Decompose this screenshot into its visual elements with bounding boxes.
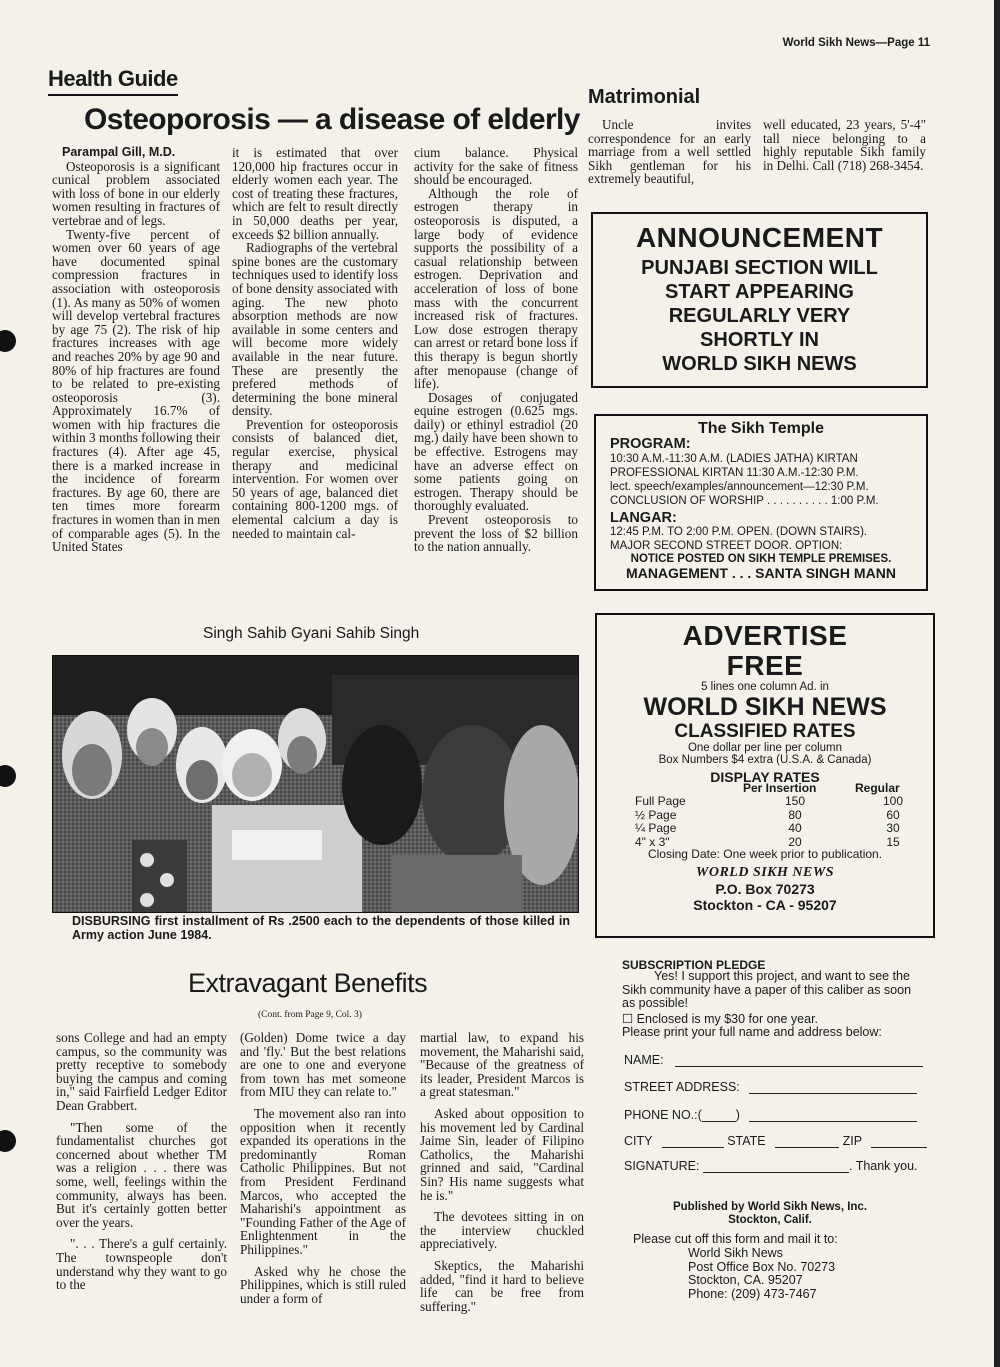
rates-row	[635, 822, 905, 836]
news-photo	[52, 655, 579, 913]
article-paragraph: Asked about opposition to his movement led by Cardinal Jaime Sin, leader of Filipino Catholics, the Maharishi grinned and said, "Cardinal Sin? His name suggests what he is."	[420, 1105, 584, 1203]
benefits-continuation: (Cont. from Page 9, Col. 3)	[258, 1010, 362, 1020]
matrimonial-text: Uncle invites correspondence for an early marriage from a well settled Sikh gentleman for his extremely beautiful,	[588, 117, 751, 187]
program-label: PROGRAM:	[610, 436, 691, 452]
city-label: CITY	[624, 1134, 653, 1148]
mail-line: Phone: (209) 473-7467	[688, 1286, 817, 1301]
phone-label: PHONE NO.:(	[624, 1108, 702, 1122]
advertise-box	[595, 613, 935, 938]
po-box: P.O. Box 70273	[715, 881, 815, 897]
rates-cell-size: ½ Page	[635, 807, 677, 822]
photo-caption: DISBURSING first installment of Rs .2500 each to the dependents of those killed in Army action June 1984.	[72, 914, 570, 942]
benefits-column-3	[420, 1031, 584, 1313]
advertise-title-free: FREE	[726, 650, 804, 681]
street-label: STREET ADDRESS:	[624, 1080, 740, 1094]
announcement-title: ANNOUNCEMENT	[635, 222, 884, 253]
po-city: Stockton - CA - 95207	[693, 897, 837, 913]
col-regular-header: Regular	[855, 781, 900, 795]
temple-title: The Sikh Temple	[698, 420, 824, 437]
col-insertion-header: Per Insertion	[743, 781, 817, 795]
matrimonial-column-1	[588, 118, 751, 186]
langar-line: 12:45 P.M. TO 2:00 P.M. OPEN. (DOWN STAIRS).	[610, 526, 868, 538]
article-paragraph: Radiographs of the vertebral spine bones are the customary techniques used to identify loss of bone density associated with aging. The new photo absorption methods are now available in some centers and will become more widely available in the near future. These are presently the prefered methods of determining the bone mineral density.	[232, 240, 398, 419]
rates-cell-size: 4" x 3"	[635, 834, 670, 849]
wsn-logo: WORLD SIKH NEWS	[695, 865, 835, 880]
zip-label: ZIP	[842, 1134, 862, 1148]
article-paragraph: Prevention for osteoporosis consists of balanced diet, regular exercise, physical therapy and medicinal intervention. For women over 50 years of age, balanced diet containing 800-1200 mgs. of elemental calcium a day is needed to maintain cal-	[232, 416, 398, 541]
rates-table	[597, 781, 933, 849]
display-rates-title: DISPLAY RATES	[710, 769, 820, 785]
classified-per-line: One dollar per line per column	[687, 742, 843, 754]
langar-label: LANGAR:	[610, 510, 677, 526]
rates-cell-regular: 100	[882, 794, 904, 808]
rates-row	[635, 836, 905, 850]
matrimonial-column-2	[763, 118, 926, 172]
temple-box	[594, 414, 928, 591]
rates-cell-insertion: 80	[788, 807, 802, 822]
article-paragraph: it is estimated that over 120,000 hip fractures occur in elderly women each year. The cost of treating these fractures, which are felt to result directly in 50,000 deaths per year, exceeds $2 billion annually.	[232, 145, 398, 242]
street-address-field[interactable]	[749, 1082, 917, 1094]
page-label: World Sikh News—Page 11	[782, 37, 930, 49]
signature-label: SIGNATURE:	[624, 1159, 700, 1173]
name-field[interactable]	[675, 1055, 923, 1067]
temple-management: MANAGEMENT . . . SANTA SINGH MANN	[626, 565, 896, 581]
article-paragraph: martial law, to expand his movement, the Maharishi said, "Because of the greatness of its leader, President Marcos is a great statesman."	[420, 1030, 584, 1100]
article-column-3	[414, 146, 578, 554]
mail-line: World Sikh News	[688, 1246, 783, 1260]
program-line: CONCLUSION OF WORSHIP . . . . . . . . . . 1:00 P.M.	[610, 495, 879, 507]
mail-line: Stockton, CA. 95207	[688, 1273, 803, 1287]
photo-heading: Singh Sahib Gyani Sahib Singh	[203, 625, 420, 642]
announcement-line: REGULARLY VERY	[668, 305, 851, 327]
benefits-column-1	[56, 1031, 227, 1292]
city-field[interactable]	[662, 1136, 724, 1148]
binder-hole	[0, 1130, 16, 1152]
article-paragraph: cium balance. Physical activity for the sake of fitness should be encouraged.	[414, 145, 578, 188]
article-paragraph: The movement also ran into opposition when it recently expanded its operations in the predominantly Roman Catholic Philippines. But not from President Ferdinand Marcos, who accepted the Maharishi's appointment as "Founding Father of the Age of Enlightenment in the Philippines."	[240, 1105, 406, 1257]
article-paragraph: Prevent osteoporosis to prevent the loss of $2 billion to the nation annually.	[414, 512, 578, 555]
article-paragraph: Dosages of conjugated equine estrogen (0.625 mgs. daily) or ethinyl estradiol (20 mg.) daily have been shown to be effective. Estrogens may have an adverse effect on some patients going on estrogen. Therapy should be thoroughly evaluated.	[414, 389, 578, 514]
article-paragraph: Although the role of estrogen therapy in osteoporosis is disputed, a large body of evidence supports the possibility of a casual relationship between estrogen. Deprivation and acceleration of loss of bone mass with the concurrent increased risk of fractures. Low dose estrogen therapy can arrest or retard bone loss if this therapy is begun shortly after menopause (change of life).	[414, 185, 578, 392]
temple-notice: NOTICE POSTED ON SIKH TEMPLE PREMISES.	[630, 553, 892, 565]
phone-field-row	[624, 1108, 917, 1122]
city-field-row	[624, 1134, 927, 1148]
page-edge-shadow	[994, 0, 1000, 1367]
langar-line: MAJOR SECOND STREET DOOR. OPTION:	[610, 539, 843, 552]
mail-intro: Please cut off this form and mail it to:	[633, 1232, 838, 1246]
street-field-row	[624, 1080, 917, 1094]
announcement-line: PUNJABI SECTION WILL	[641, 257, 878, 279]
closing-date: Closing Date: One week prior to publication.	[647, 847, 883, 861]
publisher-info	[622, 1201, 918, 1227]
state-field[interactable]	[775, 1136, 839, 1148]
article-headline: Osteoporosis — a disease of elderly	[84, 103, 580, 136]
mail-address	[688, 1247, 835, 1301]
section-title: Health Guide	[48, 66, 178, 96]
phone-paren-close: )	[735, 1108, 740, 1122]
subscription-enclosed-checkbox[interactable]: ☐ Enclosed is my $30 for one year.	[622, 1012, 819, 1026]
binder-hole	[0, 330, 16, 352]
program-line: lect. speech/examples/announcement—12:30 P.M.	[610, 481, 869, 493]
classified-title: CLASSIFIED RATES	[674, 721, 856, 742]
binder-hole	[0, 765, 16, 787]
article-paragraph: Twenty-five percent of women over 60 years of age have documented spinal compression fractures in association with osteoporosis (1). As many as 50% of women will develop vertebral fractures by age 75 (2). The risk of hip fractures increases with age and reaches 20% by age 90 and 80% of hip fractures are found to be related to pre-existing osteoporosis (3). Approximately 16.7% of women with hip fractures die within 3 months following their fractures (4). After age 45, there is a marked increase in the incidence of forearm fractures. By age 60, there are ten times more forearm fractures in women than in men of comparable ages (5). In the United States	[52, 226, 220, 555]
rates-cell-insertion: 150	[784, 794, 806, 808]
article-column-2	[232, 146, 398, 540]
advertise-title: ADVERTISE	[682, 620, 848, 651]
classified-box-numbers: Box Numbers $4 extra (U.S.A. & Canada)	[658, 754, 872, 766]
article-paragraph: The devotees sitting in on the interview chuckled appreciatively.	[420, 1209, 584, 1252]
article-author: Parampal Gill, M.D.	[62, 145, 176, 159]
subscription-title: SUBSCRIPTION PLEDGE	[622, 958, 766, 972]
announcement-box	[591, 212, 928, 388]
article-column-1	[52, 146, 220, 554]
article-paragraph: "Then some of the fundamentalist churches got concerned about whether TM was a religion . . . there was some, well, feelings within the community, always has been. But it's certainly gotten better over the years.	[56, 1119, 227, 1230]
announcement-line: START APPEARING	[665, 281, 854, 303]
rates-cell-regular: 60	[886, 807, 900, 822]
rates-cell-size: ¼ Page	[635, 821, 677, 835]
name-field-row	[624, 1053, 923, 1067]
advertise-paper: WORLD SIKH NEWS	[643, 693, 887, 721]
published-by: Published by World Sikh News, Inc.	[672, 1201, 868, 1213]
article-paragraph: sons College and had an empty campus, so the community was pretty receptive to somebody buying the campus and coming in," said Fairfield Ledger Editor Dean Grabbert.	[56, 1030, 227, 1113]
rates-cell-insertion: 20	[788, 834, 802, 849]
rates-cell-regular: 30	[886, 821, 900, 835]
benefits-headline: Extravagant Benefits	[188, 968, 428, 998]
name-label: NAME:	[624, 1053, 664, 1067]
signature-field-row	[624, 1159, 918, 1173]
mail-line: Post Office Box No. 70273	[688, 1259, 836, 1274]
rates-row	[635, 809, 905, 823]
subscription-instruction: Please print your full name and address below:	[622, 1025, 882, 1039]
subscription-text: Yes! I support this project, and want to see the Sikh community have a paper of this caliber as soon as possible!	[622, 969, 912, 1010]
program-line: PROFESSIONAL KIRTAN 11:30 A.M.-12:30 P.M.	[610, 467, 859, 479]
article-paragraph: Asked why he chose the Philippines, which is still ruled under a form of	[240, 1263, 406, 1306]
benefits-column-2	[240, 1031, 406, 1305]
article-paragraph: ". . . There's a gulf certainly. The townspeople don't understand why they want to go to the	[56, 1236, 227, 1293]
matrimonial-title: Matrimonial	[588, 86, 701, 108]
announcement-line: WORLD SIKH NEWS	[662, 353, 857, 375]
announcement-line: SHORTLY IN	[700, 329, 819, 351]
rates-cell-regular: 15	[886, 834, 900, 849]
advertise-sub: 5 lines one column Ad. in	[701, 681, 829, 693]
phone-area-code-field[interactable]	[702, 1110, 736, 1122]
rates-cell-insertion: 40	[788, 821, 802, 835]
matrimonial-text: well educated, 23 years, 5'-4" tall niece belonging to a highly reputable Sikh family in Delhi. Call (718) 268-3454.	[763, 117, 926, 173]
article-paragraph: Skeptics, the Maharishi added, "find it hard to believe life can be free from suffering."	[420, 1257, 584, 1314]
program-line: 10:30 A.M.-11:30 A.M. (LADIES JATHA) KIRTAN	[610, 453, 858, 465]
phone-number-field[interactable]	[749, 1110, 917, 1122]
article-paragraph: (Golden) Dome twice a day and 'fly.' But the best relations are one to one and everyone from town has met someone from MIU they can relate to."	[240, 1030, 406, 1100]
zip-field[interactable]	[871, 1136, 927, 1148]
thank-you-text: . Thank you.	[848, 1159, 918, 1173]
state-label: STATE	[727, 1134, 766, 1148]
rates-cell-size: Full Page	[635, 794, 686, 808]
rates-row	[635, 795, 905, 809]
article-paragraph: Osteoporosis is a significant cunical problem associated with loss of bone in our elderly women resulting in fractures of vertebrae and of legs.	[52, 158, 220, 228]
signature-field[interactable]	[703, 1161, 849, 1173]
published-city: Stockton, Calif.	[728, 1214, 812, 1226]
